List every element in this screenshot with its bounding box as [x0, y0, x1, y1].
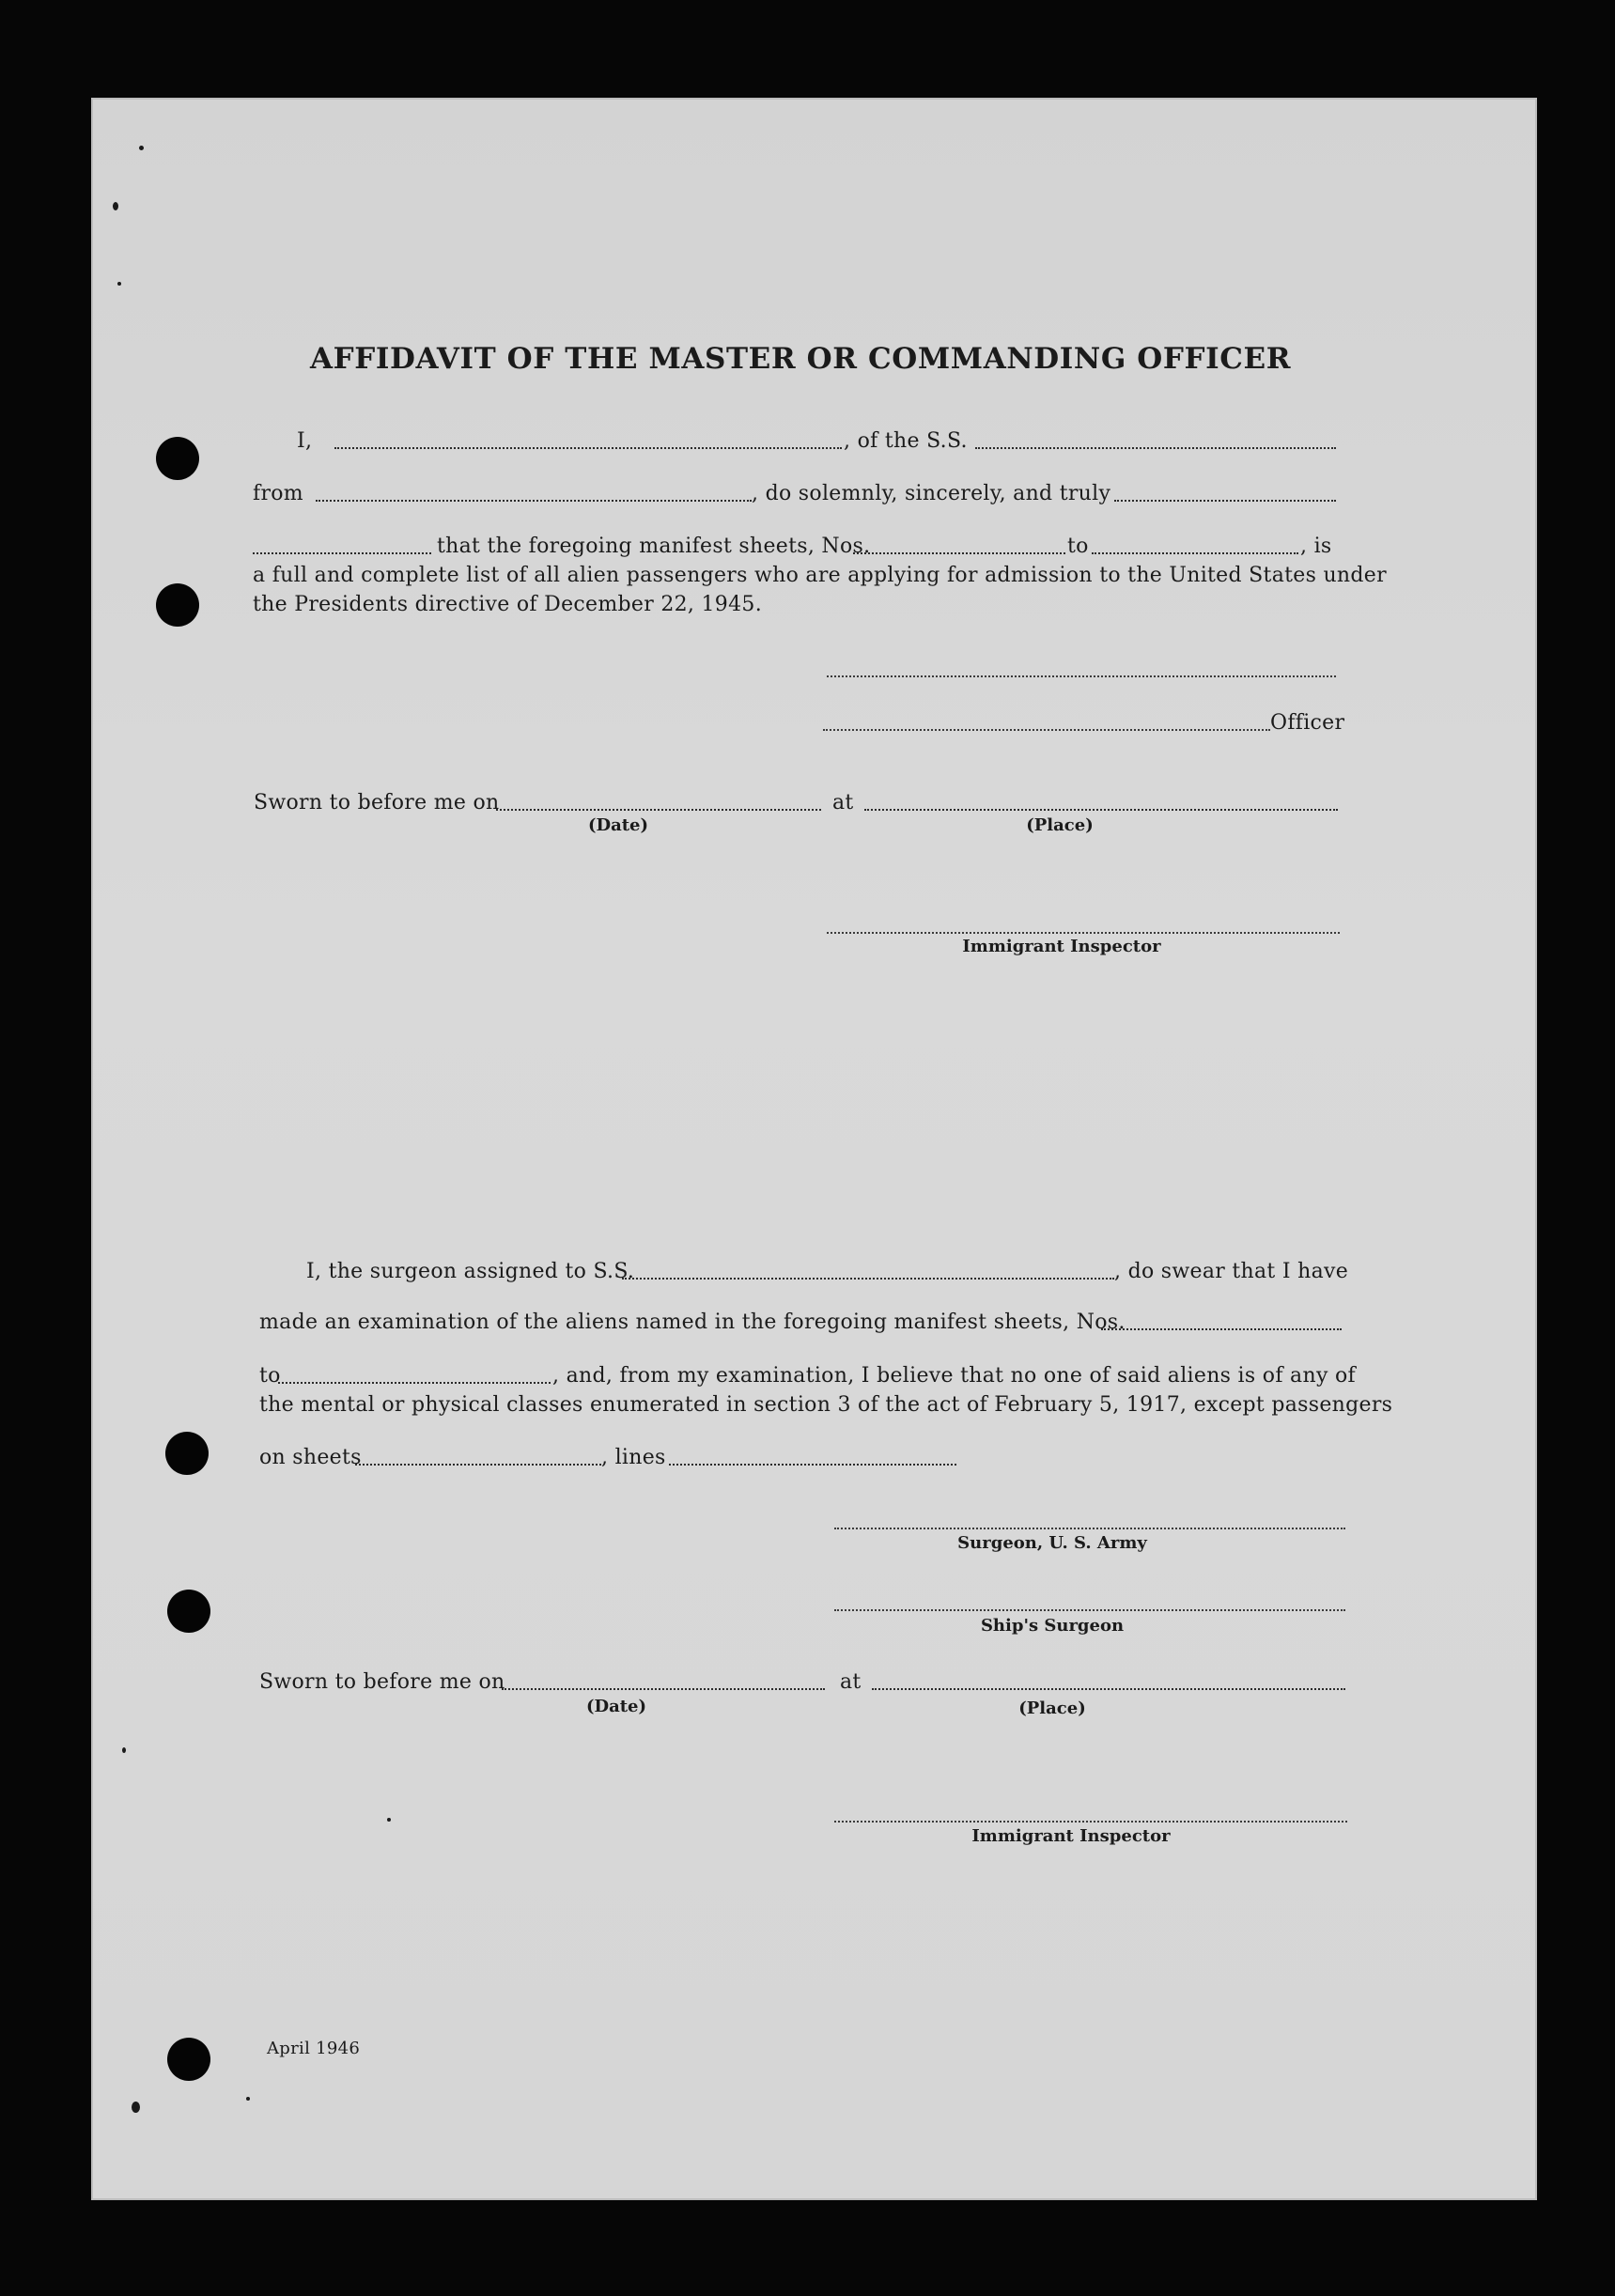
surgeon-place-caption: (Place): [1018, 1699, 1086, 1718]
army-surgeon-caption: Surgeon, U. S. Army: [957, 1533, 1147, 1553]
officer-label: Officer: [1270, 711, 1345, 735]
on-sheets-label: on sheets: [259, 1446, 362, 1469]
from-port-field[interactable]: [316, 500, 752, 502]
surgeon-ship-field[interactable]: [622, 1278, 1114, 1280]
solemnly-label: , do solemnly, sincerely, and truly: [752, 482, 1111, 505]
officer-signature-line[interactable]: [823, 729, 1270, 731]
place-caption: (Place): [1026, 815, 1094, 835]
sheets-from-field[interactable]: [853, 552, 1065, 554]
master-name-field[interactable]: [334, 447, 842, 449]
surgeon-inspector-signature-line[interactable]: [834, 1821, 1347, 1823]
scan-speck: [387, 1818, 391, 1822]
foregoing-sheets-label: that the foregoing manifest sheets, Nos.: [437, 535, 871, 558]
except-sheets-field[interactable]: [355, 1464, 601, 1466]
oath-type-field[interactable]: [1114, 500, 1336, 502]
inspector-signature-line[interactable]: [827, 932, 1340, 934]
to-label: to: [1067, 535, 1089, 558]
surgeon-intro-label: I, the surgeon assigned to S.S.: [306, 1260, 635, 1283]
surgeon-sworn-label: Sworn to before me on: [259, 1670, 505, 1694]
punch-hole: [167, 2038, 210, 2081]
surgeon-at-label: at: [840, 1670, 862, 1694]
sworn-place-field[interactable]: [864, 809, 1338, 811]
sworn-label: Sworn to before me on: [254, 791, 500, 814]
form-title: AFFIDAVIT OF THE MASTER OR COMMANDING OFFICER: [310, 342, 1292, 376]
scan-speck: [132, 2102, 140, 2113]
surgeon-sworn-place-field[interactable]: [872, 1688, 1345, 1690]
scan-speck: [113, 202, 118, 210]
scan-speck: [117, 282, 121, 286]
punch-hole: [156, 583, 199, 627]
form-paper: [91, 98, 1537, 2200]
master-ship-field[interactable]: [975, 447, 1336, 449]
surgeon-to-label: to: [259, 1364, 281, 1388]
surgeon-sheets-to-field[interactable]: [278, 1382, 551, 1384]
punch-hole: [165, 1432, 209, 1475]
punch-hole: [167, 1590, 210, 1633]
of-the-ss-label: , of the S.S.: [844, 429, 968, 453]
is-label: , is: [1300, 535, 1332, 558]
ships-surgeon-signature-line[interactable]: [834, 1609, 1345, 1611]
at-label: at: [832, 791, 854, 814]
punch-hole: [156, 437, 199, 480]
sheets-to-field[interactable]: [1092, 552, 1298, 554]
master-body-line: a full and complete list of all alien passengers who are applying for admission to the United States under: [253, 564, 1387, 587]
sworn-date-field[interactable]: [496, 809, 821, 811]
lines-label: , lines: [601, 1446, 666, 1469]
scan-speck: [139, 146, 144, 150]
surgeon-sworn-date-field[interactable]: [502, 1688, 825, 1690]
inspector-caption: Immigrant Inspector: [962, 937, 1161, 956]
oath-type-cont-field[interactable]: [253, 552, 431, 554]
master-signature-line[interactable]: [827, 675, 1336, 677]
date-caption: (Date): [587, 815, 649, 835]
master-body-line: the Presidents directive of December 22, 1945.: [253, 593, 762, 616]
army-surgeon-signature-line[interactable]: [834, 1528, 1345, 1529]
form-edition-date: April 1946: [267, 2039, 361, 2058]
surgeon-belief-line: , and, from my examination, I believe that no one of said aliens is of any of: [552, 1364, 1356, 1388]
ships-surgeon-caption: Ship's Surgeon: [980, 1616, 1125, 1636]
scan-speck: [122, 1747, 126, 1753]
do-swear-label: , do swear that I have: [1114, 1260, 1349, 1283]
surgeon-classes-line: the mental or physical classes enumerated in section 3 of the act of February 5, 1917, except passengers: [259, 1393, 1393, 1417]
from-label: from: [253, 482, 303, 505]
except-lines-field[interactable]: [669, 1464, 956, 1466]
master-i-label: I,: [297, 429, 313, 453]
surgeon-examination-line: made an examination of the aliens named in the foregoing manifest sheets, Nos.: [259, 1311, 1126, 1334]
surgeon-date-caption: (Date): [585, 1697, 647, 1716]
surgeon-inspector-caption: Immigrant Inspector: [971, 1826, 1171, 1846]
scan-speck: [246, 2097, 250, 2101]
surgeon-sheets-from-field[interactable]: [1101, 1328, 1342, 1330]
